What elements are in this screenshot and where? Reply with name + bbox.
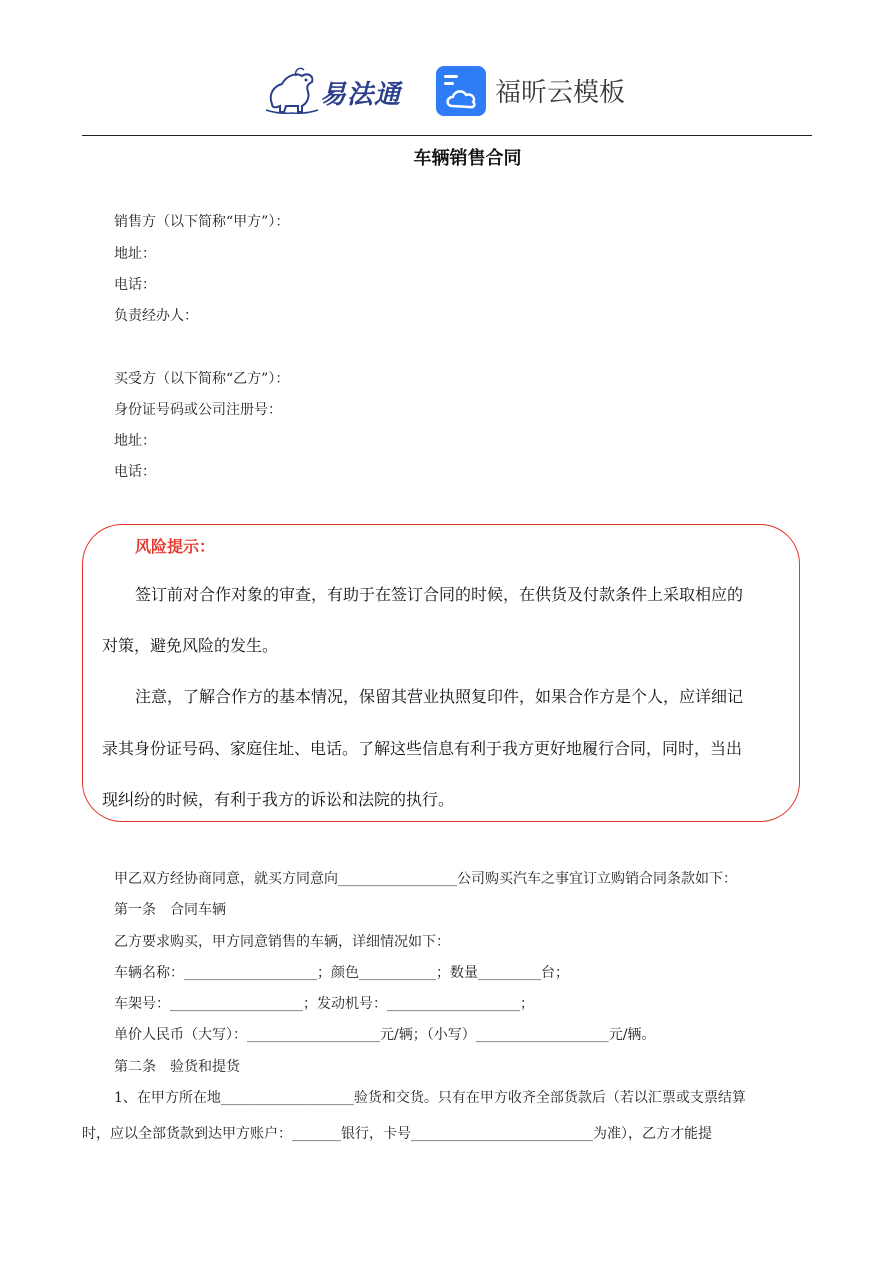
buyer-address-line: 地址： [114, 433, 156, 449]
risk-notice-title: 风险提示： [135, 537, 216, 556]
risk-notice-line: 现纠纷的时候，有利于我方的诉讼和法院的执行。 [102, 790, 455, 809]
seller-name-line: 销售方（以下简称“甲方”）： [114, 214, 290, 230]
article-2-heading: 第二条 验货和提货 [114, 1059, 240, 1075]
seller-agent-line: 负责经办人： [114, 308, 198, 324]
risk-notice-box [82, 524, 800, 822]
qilin-icon [262, 64, 322, 116]
risk-notice-line: 录其身份证号码、家庭住址、电话。了解这些信息有利于我方更好地履行合同，同时，当出 [102, 739, 743, 758]
page-header [0, 60, 893, 120]
header-divider [82, 135, 812, 136]
delivery-clause-line: 时，应以全部货款到达甲方账户：_______银行，卡号__________________________为准），乙方才能提 [82, 1126, 712, 1142]
unit-price-line: 单价人民币（大写）：___________________元/辆；（小写）___________________元/辆。 [114, 1027, 656, 1043]
yifatong-logo-text: 易法通 [320, 80, 402, 110]
document-title: 车辆销售合同 [413, 148, 522, 169]
article-1-intro: 乙方要求购买，甲方同意销售的车辆，详细情况如下： [114, 934, 450, 950]
seller-phone-line: 电话： [114, 277, 156, 293]
seller-address-line: 地址： [114, 246, 156, 262]
risk-notice-line: 对策，避免风险的发生。 [102, 636, 279, 655]
risk-notice-line: 签订前对合作对象的审查，有助于在签订合同的时候，在供货及付款条件上采取相应的 [135, 585, 744, 604]
yifatong-logo [262, 64, 417, 116]
buyer-phone-line: 电话： [114, 464, 156, 480]
risk-notice-line: 注意，了解合作方的基本情况，保留其营业执照复印件，如果合作方是个人，应详细记 [135, 687, 744, 706]
vin-engine-line: 车架号：___________________；发动机号：___________________； [114, 996, 534, 1012]
article-1-heading: 第一条 合同车辆 [114, 902, 226, 918]
contract-preamble: 甲乙双方经协商同意，就买方同意向_________________公司购买汽车之事宜订立购销合同条款如下： [114, 871, 737, 887]
fuxin-logo-text: 福昕云模板 [495, 78, 626, 108]
vehicle-name-line: 车辆名称：___________________；颜色___________；数量_________台； [114, 965, 569, 981]
buyer-name-line: 买受方（以下简称“乙方”）： [114, 371, 290, 387]
buyer-id-line: 身份证号码或公司注册号： [114, 402, 282, 418]
delivery-clause-line: 1、在甲方所在地___________________验货和交货。只有在甲方收齐全部货款后（若以汇票或支票结算 [114, 1090, 746, 1106]
fuxin-cloud-icon [436, 66, 486, 116]
